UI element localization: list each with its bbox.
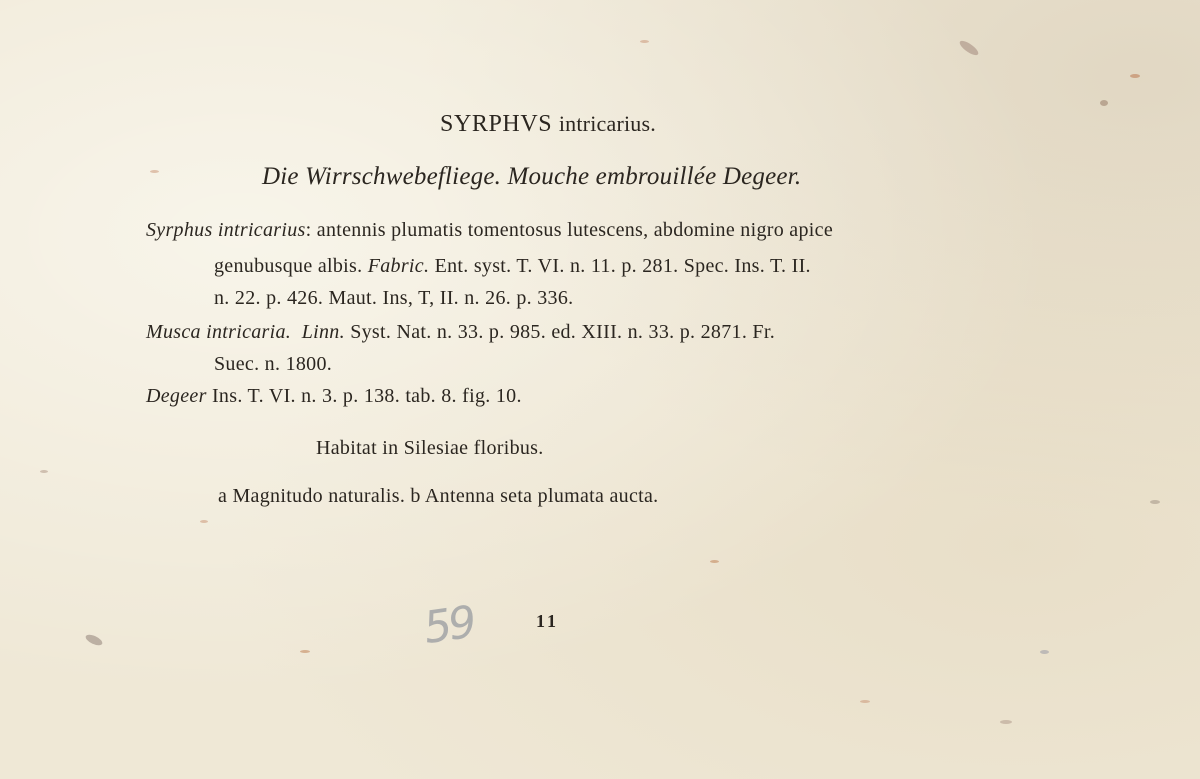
entry-syrphus-ref: Fabric. [367, 255, 430, 277]
title-species: intricarius. [558, 111, 656, 136]
paper-fleck [1150, 500, 1160, 504]
entry-degeer-name: Degeer [146, 385, 207, 407]
habitat-line: Habitat in Silesiae floribus. [316, 437, 544, 459]
entry-syrphus-name: Syrphus intricarius [146, 219, 306, 241]
paper-fleck [200, 520, 208, 523]
paper-fleck [640, 40, 649, 43]
paper-fleck [40, 470, 48, 473]
entry-degeer-citation: Ins. T. VI. n. 3. p. 138. tab. 8. fig. 10. [206, 385, 522, 407]
paper-fleck [300, 650, 310, 653]
entry-syrphus-text-2: genubusque albis. [214, 255, 368, 277]
paper-fleck [1130, 74, 1140, 78]
page-title [440, 112, 656, 136]
title-genus: SYRPHVS [440, 111, 553, 137]
entry-musca-citation: Syst. Nat. n. 33. p. 985. ed. XIII. n. 33. p. 2871. Fr. [344, 321, 776, 343]
paper-fleck [1040, 650, 1049, 654]
entry-syrphus-line-2 [214, 256, 811, 276]
paper-fleck [710, 560, 719, 563]
entry-syrphus-description: : antennis plumatis tomentosus lutescens, abdomine nigro apice [305, 219, 833, 241]
paper-fleck [150, 170, 159, 173]
entry-musca-name: Musca intricaria. [146, 321, 292, 343]
figure-caption: a Magnitudo naturalis. b Antenna seta plumata aucta. [218, 485, 659, 507]
paper-fleck [1000, 720, 1012, 724]
entry-musca-ref: Linn. [301, 321, 345, 343]
page-number: 11 [536, 611, 560, 631]
paper-fleck [84, 633, 104, 648]
entry-syrphus-line-1 [146, 220, 833, 240]
paper-fleck [1100, 100, 1108, 106]
entry-syrphus-line-3: n. 22. p. 426. Maut. Ins, T, II. n. 26. p. 336. [214, 287, 574, 309]
entry-degeer-line-1 [146, 386, 522, 406]
pencil-annotation: 59 [423, 596, 473, 655]
entry-musca-line-1 [146, 322, 775, 342]
entry-musca-line-2: Suec. n. 1800. [214, 353, 333, 375]
page-subtitle: Die Wirrschwebefliege. Mouche embrouillée Degeer. [262, 163, 802, 190]
paper-fleck [860, 700, 870, 703]
paper-fleck [958, 38, 981, 57]
entry-syrphus-citation: Ent. syst. T. VI. n. 11. p. 281. Spec. Ins. T. II. [429, 255, 811, 277]
